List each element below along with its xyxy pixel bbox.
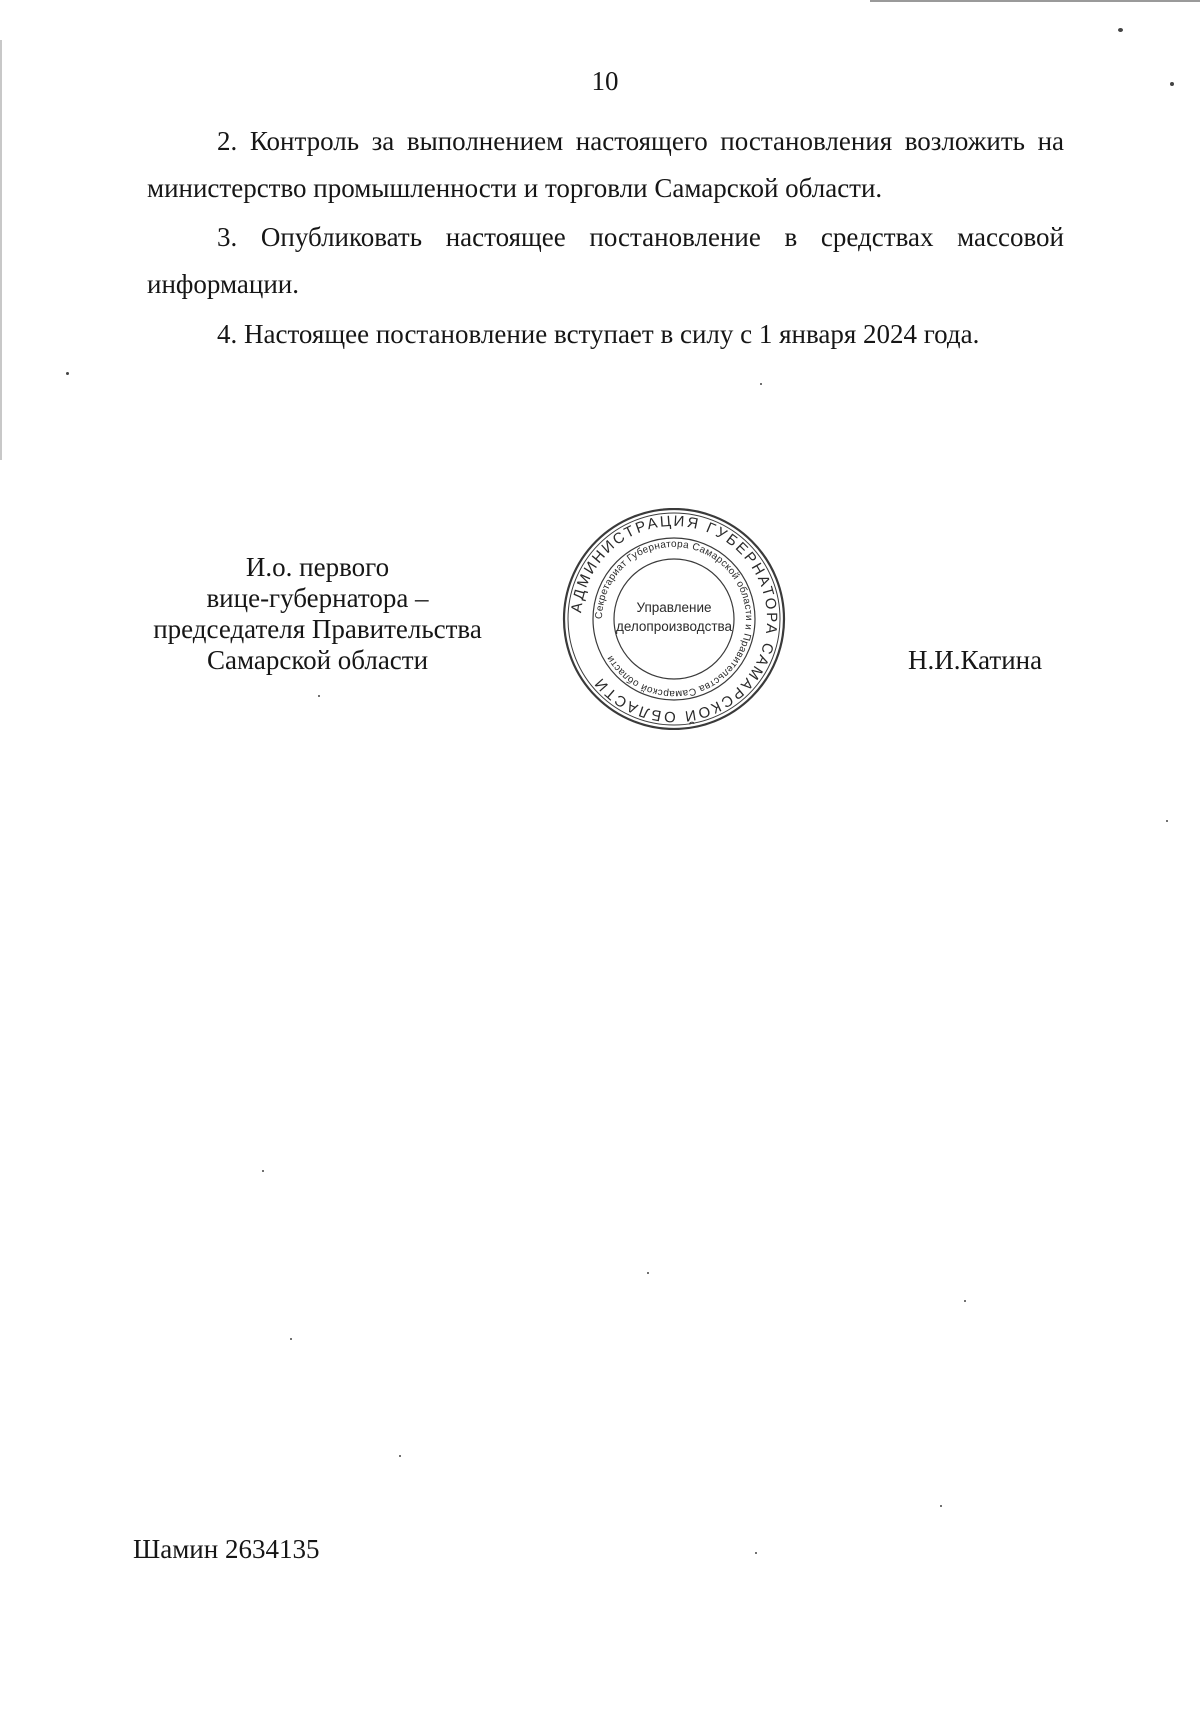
seal-inner-text: Секретариат Губернатора Самарской области и Правительства Самарской области (593, 538, 755, 700)
seal-center-line-1: Управление (636, 600, 712, 615)
scan-speck (940, 1505, 942, 1507)
scan-speck (1118, 28, 1123, 32)
signer-title-line-3: председателя Правительства (153, 614, 482, 644)
official-seal (558, 508, 790, 730)
signer-title-line-4: Самарской области (206, 645, 429, 675)
scan-speck (318, 695, 320, 697)
scan-speck (1166, 820, 1168, 822)
paragraph-3 (147, 214, 1064, 308)
signer-title (130, 552, 505, 676)
scan-speck (755, 1552, 757, 1554)
scan-edge-left (0, 40, 2, 460)
scan-speck (66, 372, 69, 375)
signer-title-line-2: вице-губернатора – (206, 583, 429, 613)
seal-center-line-2: делопроизводства (615, 619, 733, 634)
scan-speck (964, 1300, 966, 1302)
scan-speck (290, 1338, 292, 1340)
scan-speck (647, 1272, 649, 1274)
paragraph-3-text: 3. Опубликовать настоящее постановление в средствах массовой информации. (147, 222, 1064, 299)
scan-speck (399, 1455, 401, 1457)
paragraph-4-text: 4. Настоящее постановление вступает в силу с 1 января 2024 года. (217, 319, 980, 349)
executor-contact: Шамин 2634135 (133, 1534, 320, 1564)
seal-outer-text: АДМИНИСТРАЦИЯ ГУБЕРНАТОРА САМАРСКОЙ ОБЛАСТИ (568, 512, 781, 726)
signer-title-line-1: И.о. первого (245, 552, 390, 582)
scan-speck (760, 383, 762, 385)
paragraph-4 (147, 311, 1064, 358)
scan-edge-top (870, 0, 1200, 2)
scan-speck (262, 1170, 264, 1172)
scan-speck (1170, 82, 1174, 86)
page-number: 10 (591, 66, 619, 96)
paragraph-2-text: 2. Контроль за выполнением настоящего постановления возложить на министерство промышленности и торговли Самарской области. (147, 126, 1064, 203)
signer-name: Н.И.Катина (908, 645, 1043, 675)
paragraph-2 (147, 118, 1064, 212)
seal-graphic (558, 508, 790, 730)
